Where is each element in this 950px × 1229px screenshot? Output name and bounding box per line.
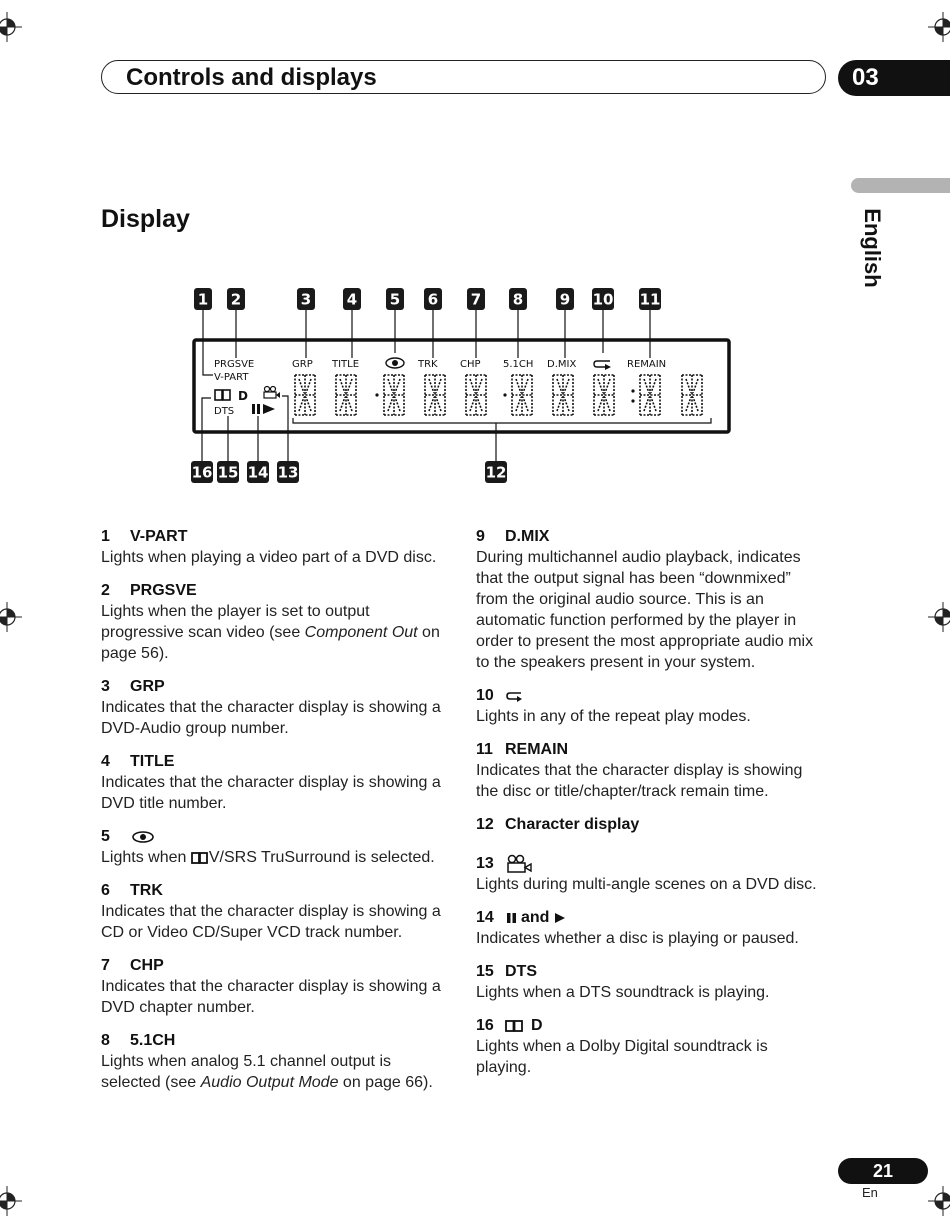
svg-text:2: 2 — [230, 290, 242, 309]
lcd-label-remain: REMAIN — [627, 359, 667, 370]
lcd-label-prgsve: PRGSVE — [214, 359, 255, 370]
registration-mark-icon — [928, 602, 950, 632]
callout-top-6 — [424, 288, 442, 310]
callout-top-4 — [343, 288, 361, 310]
character-cell — [466, 375, 486, 415]
lcd-label-title: TITLE — [332, 359, 360, 370]
cross-reference: Audio Output Mode — [200, 1074, 339, 1091]
page-language-code: En — [862, 1185, 878, 1200]
cross-reference: Component Out — [304, 624, 418, 641]
svg-text:5: 5 — [389, 290, 401, 309]
character-cell — [512, 375, 532, 415]
list-item: 8 5.1CH Lights when analog 5.1 channel output is selected (see Audio Output Mode on page 66). — [101, 1030, 451, 1093]
svg-text:10: 10 — [592, 290, 614, 309]
list-item: 15 DTS Lights when a DTS soundtrack is playing. — [476, 961, 826, 1003]
description-column-left — [101, 526, 451, 1105]
lcd-label-51ch: 5.1CH — [503, 359, 534, 370]
callout-top-7 — [467, 288, 485, 310]
item-description: Lights when a DTS soundtrack is playing. — [476, 984, 770, 1001]
svg-text:7: 7 — [470, 290, 482, 309]
item-description: Indicates that the character display is showing a CD or Video CD/Super VCD track number. — [101, 903, 441, 941]
svg-text:12: 12 — [485, 463, 507, 482]
item-title: D.MIX — [505, 528, 550, 545]
callout-bottom-13 — [277, 461, 299, 483]
svg-text:6: 6 — [427, 290, 439, 309]
callout-top-1 — [194, 288, 212, 310]
callout-bottom-14 — [247, 461, 269, 483]
list-item: 16 D Lights when a Dolby Digital soundtrack is playing. — [476, 1015, 826, 1078]
svg-text:13: 13 — [277, 463, 299, 482]
item-title: REMAIN — [505, 741, 569, 758]
page-number: 21 — [838, 1158, 928, 1184]
svg-text:4: 4 — [346, 290, 358, 309]
character-cell — [640, 375, 660, 415]
list-item: 12 Character display — [476, 816, 640, 833]
item-description: Indicates that the character display is showing the disc or title/chapter/track remain time. — [476, 762, 803, 800]
item-description: Lights when a Dolby Digital soundtrack is playing. — [476, 1038, 768, 1076]
registration-mark-icon — [928, 12, 950, 42]
lcd-repeat-icon — [594, 361, 611, 370]
item-title: TRK — [130, 882, 163, 899]
item-description: Indicates that the character display is showing a DVD chapter number. — [101, 978, 441, 1016]
callout-numbers-top — [194, 288, 661, 310]
lcd-trusurround-icon — [386, 358, 404, 368]
list-item: 11 REMAIN Indicates that the character display is showing the disc or title/chapter/track remain time. — [476, 739, 826, 802]
character-cell — [425, 375, 445, 415]
registration-mark-icon — [0, 12, 22, 42]
item-title: 5.1CH — [130, 1032, 176, 1049]
callout-numbers-bottom — [191, 461, 507, 483]
list-item: 2 PRGSVE Lights when the player is set to output progressive scan video (see Component Out on page 56). — [101, 580, 451, 664]
lcd-label-dmix: D.MIX — [547, 359, 577, 370]
header-bar — [101, 60, 826, 94]
character-display — [295, 375, 702, 415]
callout-bottom-16 — [191, 461, 213, 483]
lcd-label-chp: CHP — [460, 359, 481, 370]
svg-text:16: 16 — [191, 463, 213, 482]
callout-top-5 — [386, 288, 404, 310]
separator-dot — [503, 393, 506, 396]
dolby-icon — [505, 1020, 525, 1032]
character-cell — [336, 375, 356, 415]
list-item: 5 Lights when V/SRS TruSurround is selected. — [101, 826, 451, 868]
item-description: Lights in any of the repeat play modes. — [476, 708, 751, 725]
registration-mark-icon — [928, 1186, 950, 1216]
list-item: 3 GRP Indicates that the character display is showing a DVD-Audio group number. — [101, 676, 451, 739]
item-title: TITLE — [130, 753, 175, 770]
lcd-label-trk: TRK — [418, 359, 438, 370]
language-tab-bar — [851, 178, 950, 193]
item-description: Lights when analog 5.1 channel output is selected (see Audio Output Mode on page 66). — [101, 1053, 433, 1091]
item-title: DTS — [505, 963, 537, 980]
list-item: 4 TITLE Indicates that the character display is showing a DVD title number. — [101, 751, 451, 814]
separator-dot — [631, 399, 634, 402]
lcd-pause-play-icon — [252, 404, 275, 414]
item-title: PRGSVE — [130, 582, 197, 599]
callout-bottom-15 — [217, 461, 239, 483]
list-item: 7 CHP Indicates that the character display is showing a DVD chapter number. — [101, 955, 451, 1018]
svg-text:9: 9 — [559, 290, 571, 309]
chapter-tab: 03 — [838, 60, 950, 96]
item-description: Lights when playing a video part of a DVD disc. — [101, 549, 437, 566]
repeat-icon — [505, 689, 525, 703]
list-item: 13 Lights during multi-angle scenes on a DVD disc. — [476, 853, 826, 895]
callout-top-10 — [592, 288, 614, 310]
svg-text:1: 1 — [197, 290, 209, 309]
lcd-label-dts: DTS — [214, 406, 235, 417]
page-header-title: Controls and displays — [126, 64, 377, 91]
description-column-right — [476, 526, 826, 1090]
item-title: D — [531, 1017, 543, 1034]
callout-bottom-12 — [485, 461, 507, 483]
camera-icon — [505, 854, 533, 874]
lcd-label-dd: D — [238, 389, 248, 403]
play-icon — [554, 912, 566, 924]
lcd-label-vpart: V-PART — [214, 372, 249, 383]
section-title: Display — [101, 205, 190, 233]
item-title-connector: and — [521, 909, 550, 926]
item-description: During multichannel audio playback, indicates that the output signal has been “downmixed” from the original audio source. This is an automatic function performed by the player in order to present the most appropriate audio mix to the speakers present in your system. — [476, 549, 814, 671]
lcd-camera-icon — [264, 387, 280, 399]
list-item: 9 D.MIX During multichannel audio playback, indicates that the output signal has been “downmixed” from the original audio source. This is an automatic function performed by the player in order to present the most appropriate audio mix to the speakers present in your system. — [476, 526, 826, 673]
character-cell — [682, 375, 702, 415]
callout-top-9 — [556, 288, 574, 310]
character-cell — [594, 375, 614, 415]
character-cell — [553, 375, 573, 415]
svg-text:11: 11 — [639, 290, 661, 309]
lcd-dolby-icon — [215, 389, 248, 403]
pause-icon — [505, 912, 519, 924]
list-item: 14 and Indicates whether a disc is playing or paused. — [476, 907, 826, 949]
svg-text:15: 15 — [217, 463, 239, 482]
callout-top-3 — [297, 288, 315, 310]
item-description: Indicates that the character display is showing a DVD-Audio group number. — [101, 699, 441, 737]
list-item: 6 TRK Indicates that the character display is showing a CD or Video CD/Super VCD track number. — [101, 880, 451, 943]
item-description: Indicates that the character display is showing a DVD title number. — [101, 774, 441, 812]
trusurround-icon — [130, 830, 156, 844]
callout-top-11 — [639, 288, 661, 310]
callout-top-2 — [227, 288, 245, 310]
item-description: Lights during multi-angle scenes on a DVD disc. — [476, 876, 817, 893]
item-description: Lights when the player is set to output progressive scan video (see Component Out on page 56). — [101, 603, 440, 662]
registration-mark-icon — [0, 1186, 22, 1216]
item-title: V-PART — [130, 528, 188, 545]
dolby-icon — [191, 852, 209, 864]
registration-mark-icon — [0, 602, 22, 632]
list-item: 1 V-PART Lights when playing a video part of a DVD disc. — [101, 526, 451, 568]
item-title: Character display — [505, 816, 640, 833]
separator-dot — [631, 389, 634, 392]
list-item: 10 Lights in any of the repeat play modes. — [476, 685, 826, 727]
item-description: Lights when V/SRS TruSurround is selected. — [101, 849, 435, 866]
display-diagram — [185, 283, 745, 488]
svg-text:8: 8 — [512, 290, 524, 309]
lcd-label-grp: GRP — [292, 359, 313, 370]
language-tab-label: English — [860, 208, 885, 288]
svg-text:14: 14 — [247, 463, 269, 482]
svg-text:3: 3 — [300, 290, 312, 309]
separator-dot — [375, 393, 378, 396]
item-title: GRP — [130, 678, 165, 695]
character-cell — [384, 375, 404, 415]
item-description: Indicates whether a disc is playing or paused. — [476, 930, 799, 947]
character-cell — [295, 375, 315, 415]
item-title: CHP — [130, 957, 164, 974]
callout-top-8 — [509, 288, 527, 310]
